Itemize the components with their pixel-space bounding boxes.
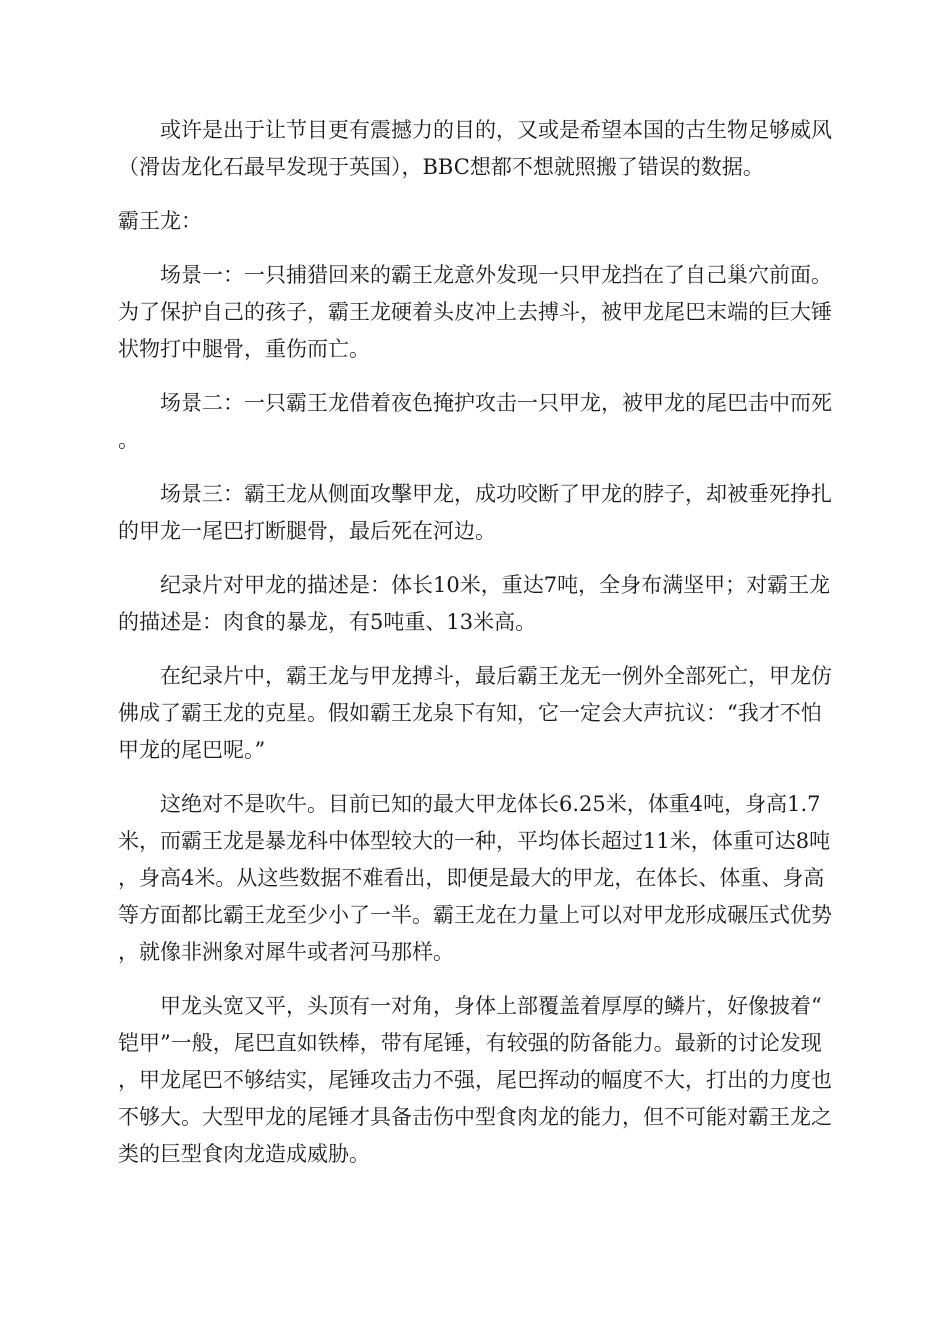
paragraph-ankylosaurus-armor: 甲龙头宽又平，头顶有一对角，身体上部覆盖着厚厚的鳞片，好像披着“铠甲”一般，尾巴直如铁棒，带有尾锤，有较强的防备能力。最新的讨论发现，甲龙尾巴不够结实，尾锤攻击力不强，尾巴挥动的幅度不大，打出的力度也不够大。大型甲龙的尾锤才具备击伤中型食肉龙的能力，但不可能对霸王龙之类的巨型食肉龙造成威胁。: [118, 994, 832, 1166]
section-heading-tyrannosaurus: 霸王龙：: [118, 209, 202, 233]
paragraph-size-comparison: 这绝对不是吹牛。目前已知的最大甲龙体长6.25米，体重4吨，身高1.7米，而霸王龙是暴龙科中体型较大的一种，平均体长超过11米，体重可达8吨，身高4米。从这些数据不难看出，即便是最大的甲龙，在体长、体重、身高等方面都比霸王龙至少小了一半。霸王龙在力量上可以对甲龙形成碾压式优势，就像非洲象对犀牛或者河马那样。: [118, 792, 832, 964]
paragraph-scene-one: 场景一：一只捕猎回来的霸王龙意外发现一只甲龙挡在了自己巢穴前面。为了保护自己的孩子，霸王龙硬着头皮冲上去搏斗，被甲龙尾巴末端的巨大锤状物打中腿骨，重伤而亡。: [118, 263, 832, 361]
paragraph-nemesis: 在纪录片中，霸王龙与甲龙搏斗，最后霸王龙无一例外全部死亡，甲龙仿佛成了霸王龙的克星。假如霸王龙泉下有知，它一定会大声抗议：“我才不怕甲龙的尾巴呢。”: [118, 664, 832, 762]
paragraph-bbc-data: 或许是出于让节目更有震撼力的目的，又或是希望本国的古生物足够威风（滑齿龙化石最早发现于英国），BBC想都不想就照搬了错误的数据。: [118, 118, 832, 179]
paragraph-documentary-description: 纪录片对甲龙的描述是：体长10米，重达7吨，全身布满坚甲；对霸王龙的描述是：肉食的暴龙，有5吨重、13米高。: [118, 573, 831, 634]
paragraph-scene-two: 场景二：一只霸王龙借着夜色掩护攻击一只甲龙，被甲龙的尾巴击中而死。: [118, 391, 832, 452]
paragraph-scene-three: 场景三：霸王龙从侧面攻擊甲龙，成功咬断了甲龙的脖子，却被垂死挣扎的甲龙一尾巴打断腿骨，最后死在河边。: [118, 482, 832, 543]
document-body: [118, 112, 834, 1190]
